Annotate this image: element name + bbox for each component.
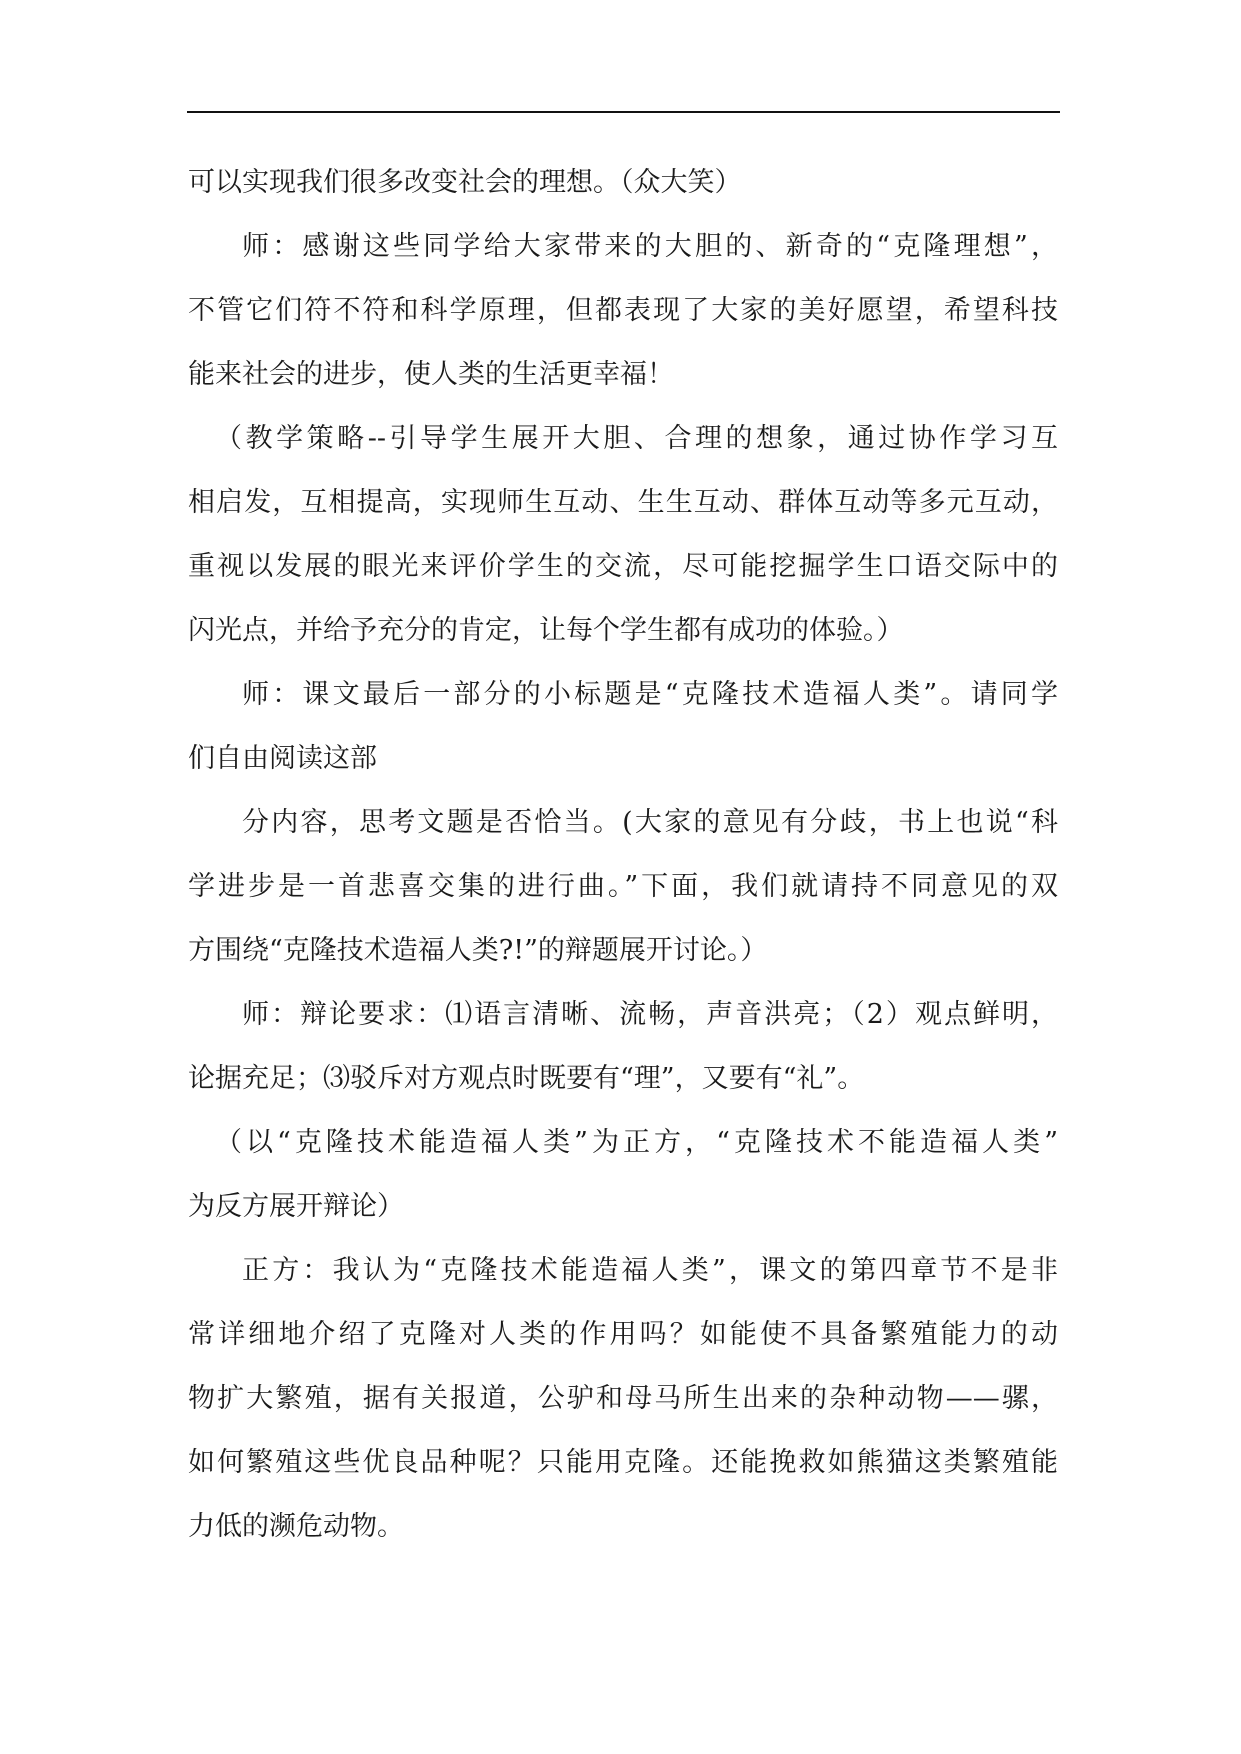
text-line: 师：课文最后一部分的小标题是“克隆技术造福人类”。请同学 [242, 679, 1058, 710]
text-line: 如何繁殖这些优良品种呢？只能用克隆。还能挽救如熊猫这类繁殖能 [188, 1447, 1058, 1478]
text-line: 相启发，互相提高，实现师生互动、生生互动、群体互动等多元互动， [188, 487, 1058, 518]
text-line: 可以实现我们很多改变社会的理想。（众大笑） [188, 167, 742, 198]
text-line: 师：辩论要求：⑴语言清晰、流畅，声音洪亮；（2）观点鲜明， [242, 999, 1058, 1030]
text-line: 正方：我认为“克隆技术能造福人类”，课文的第四章节不是非 [242, 1255, 1058, 1286]
text-line: 论据充足；⑶驳斥对方观点时既要有“理”，又要有“礼”。 [188, 1063, 865, 1094]
text-line: 分内容，思考文题是否恰当。(大家的意见有分歧，书上也说“科 [242, 807, 1058, 838]
header-rule [187, 111, 1060, 113]
text-line: 力低的濒危动物。 [188, 1511, 404, 1542]
text-line: 为反方展开辩论） [188, 1191, 404, 1222]
text-line: 们自由阅读这部 [188, 743, 377, 774]
text-line: 方围绕“克隆技术造福人类?!”的辩题展开讨论。） [188, 935, 768, 966]
text-line: 闪光点，并给予充分的肯定，让每个学生都有成功的体验。） [188, 615, 904, 646]
text-line: 重视以发展的眼光来评价学生的交流，尽可能挖掘学生口语交际中的 [188, 551, 1058, 582]
text-line: （以“克隆技术能造福人类”为正方，“克隆技术不能造福人类” [215, 1127, 1058, 1158]
text-line: 能来社会的进步，使人类的生活更幸福！ [188, 359, 674, 390]
text-line: 物扩大繁殖，据有关报道，公驴和母马所生出来的杂种动物——骡， [188, 1383, 1058, 1414]
text-line: 师：感谢这些同学给大家带来的大胆的、新奇的“克隆理想”， [242, 231, 1058, 262]
document-body [188, 155, 1058, 1563]
text-line: 常详细地介绍了克隆对人类的作用吗？如能使不具备繁殖能力的动 [188, 1319, 1058, 1350]
text-line: 不管它们符不符和科学原理，但都表现了大家的美好愿望，希望科技 [188, 295, 1058, 326]
text-line: 学进步是一首悲喜交集的进行曲。”下面，我们就请持不同意见的双 [188, 871, 1058, 902]
text-line: （教学策略--引导学生展开大胆、合理的想象，通过协作学习互 [215, 423, 1058, 454]
